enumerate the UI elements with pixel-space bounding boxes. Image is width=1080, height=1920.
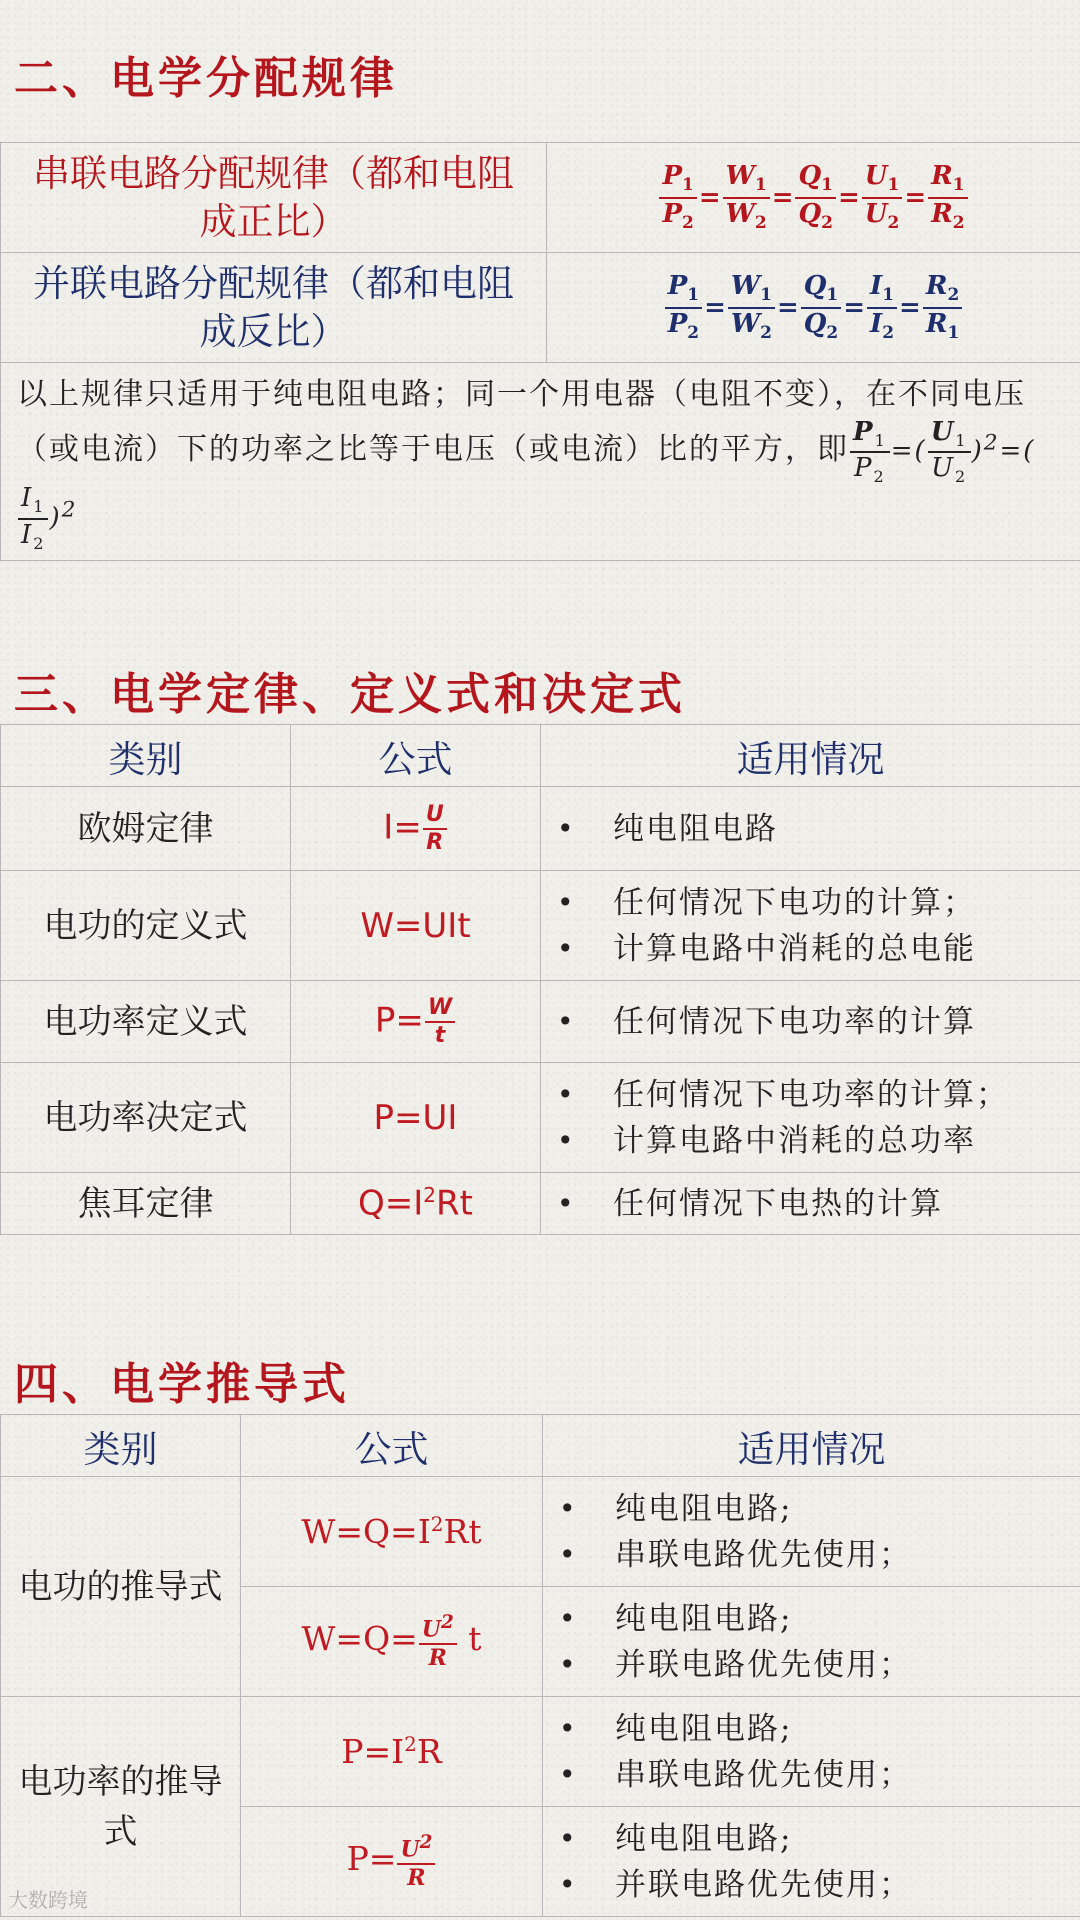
ratio-term: $\frac{U_1}{U_2}$ bbox=[862, 163, 903, 231]
derived-table bbox=[0, 1414, 1080, 1917]
usage-cell bbox=[543, 1587, 1080, 1697]
category-cell: 电功率的推导式 bbox=[1, 1697, 241, 1917]
category-cell: 欧姆定律 bbox=[1, 787, 291, 871]
usage-cell bbox=[541, 1173, 1080, 1235]
formula-cell: P= $\frac{U^2}{R}$ bbox=[241, 1807, 543, 1917]
power-ratio-formula: $\frac{P_1}{P_2}$ =( $\frac{U_1}{U_2}$ )$^2$=( $\frac{I_1}{I_2}$ )$^2$ bbox=[17, 436, 1035, 532]
ratio-term: $\frac{R_2}{R_1}$ bbox=[923, 273, 962, 341]
series-ratio-formula: $\frac{P_1}{P_2}$ = $\frac{W_1}{W_2}$ = $\frac{Q_1}{Q_2}$ = $\frac{U_1}{U_2}$ = $\frac{R_1}{R_2}$ bbox=[547, 163, 1080, 231]
formula-cell: P=UI bbox=[291, 1063, 541, 1173]
usage-list-item: • 任何情况下电功的计算； bbox=[557, 880, 1070, 926]
rule-note-text: 以上规律只适用于纯电阻电路；同一个用电器（电阻不变），在不同电压（或电流）下的功率之比等于电压（或电流）比的平方，即 bbox=[17, 377, 1026, 468]
usage-list-item: • 纯电阻电路; bbox=[559, 1486, 1070, 1532]
formula-cell: $P=I^2R$ bbox=[241, 1697, 543, 1807]
category-cell: 电功的定义式 bbox=[1, 871, 291, 981]
usage-list-item: • 任何情况下电功率的计算； bbox=[557, 1072, 1070, 1118]
table-row bbox=[1, 981, 1080, 1063]
ratio-term: $\frac{P_1}{P_2}$ bbox=[659, 163, 696, 231]
derived-header-usage: 适用情况 bbox=[543, 1415, 1080, 1477]
parallel-rule-label: 并联电路分配规律（都和电阻成反比） bbox=[1, 253, 547, 363]
rule-note-cell bbox=[1, 363, 1080, 561]
usage-list-item: • 串联电路优先使用； bbox=[559, 1752, 1070, 1798]
ratio-term: $\frac{I_1}{I_2}$ bbox=[867, 273, 897, 341]
table-row bbox=[1, 1063, 1080, 1173]
category-cell: 电功率决定式 bbox=[1, 1063, 291, 1173]
parallel-ratio-formula: $\frac{P_1}{P_2}$ = $\frac{W_1}{W_2}$ = $\frac{Q_1}{Q_2}$ = $\frac{I_1}{I_2}$ = $\frac{R_2}{R_1}$ bbox=[547, 273, 1080, 341]
derived-header-category: 类别 bbox=[1, 1415, 241, 1477]
ratio-term: $\frac{W_1}{W_2}$ bbox=[723, 163, 770, 231]
usage-cell bbox=[543, 1807, 1080, 1917]
table-row bbox=[1, 787, 1080, 871]
series-ratio-cell bbox=[547, 143, 1080, 253]
category-cell: 电功的推导式 bbox=[1, 1477, 241, 1697]
derived-header-formula: 公式 bbox=[241, 1415, 543, 1477]
ratio-term: $\frac{P_1}{P_2}$ bbox=[665, 273, 702, 341]
usage-list-item: • 纯电阻电路; bbox=[559, 1816, 1070, 1862]
category-cell: 电功率定义式 bbox=[1, 981, 291, 1063]
distribution-table bbox=[0, 142, 1080, 561]
table-row bbox=[1, 1173, 1080, 1235]
usage-cell bbox=[543, 1697, 1080, 1807]
ratio-term: $\frac{W_1}{W_2}$ bbox=[728, 273, 775, 341]
usage-list-item: • 纯电阻电路; bbox=[559, 1596, 1070, 1642]
table-row bbox=[1, 871, 1080, 981]
formula-cell: $W=Q=I^2Rt$ bbox=[241, 1477, 543, 1587]
usage-cell bbox=[543, 1477, 1080, 1587]
usage-list-item: • 计算电路中消耗的总电能 bbox=[557, 926, 1070, 972]
section4-title: 四、电学推导式 bbox=[14, 1359, 350, 1410]
usage-list-item: • 纯电阻电路; bbox=[559, 1706, 1070, 1752]
ratio-term: $\frac{Q_1}{Q_2}$ bbox=[795, 163, 836, 231]
series-rule-label: 串联电路分配规律（都和电阻成正比） bbox=[1, 143, 547, 253]
table-row bbox=[1, 1697, 1080, 1807]
formula-cell: W=Q= $\frac{U^2}{R}$ t bbox=[241, 1587, 543, 1697]
formula-cell: $Q=I^2Rt$ bbox=[291, 1173, 541, 1235]
usage-cell bbox=[541, 787, 1080, 871]
usage-cell bbox=[541, 981, 1080, 1063]
laws-header-category: 类别 bbox=[1, 725, 291, 787]
usage-list-item: • 串联电路优先使用； bbox=[559, 1532, 1070, 1578]
formula-cell: I= $\frac{U}{R}$ bbox=[291, 787, 541, 871]
usage-list-item: • 计算电路中消耗的总功率 bbox=[557, 1118, 1070, 1164]
ratio-term: $\frac{R_1}{R_2}$ bbox=[928, 163, 967, 231]
usage-cell bbox=[541, 1063, 1080, 1173]
usage-cell bbox=[541, 871, 1080, 981]
section3-title: 三、电学定律、定义式和决定式 bbox=[14, 669, 686, 720]
laws-header-usage: 适用情况 bbox=[541, 725, 1080, 787]
usage-list-item: • 任何情况下电功率的计算 bbox=[557, 999, 1070, 1045]
category-cell: 焦耳定律 bbox=[1, 1173, 291, 1235]
section2-title: 二、电学分配规律 bbox=[14, 53, 398, 104]
formula-cell: P= $\frac{W}{t}$ bbox=[291, 981, 541, 1063]
table-row bbox=[1, 1477, 1080, 1587]
usage-list-item: • 纯电阻电路 bbox=[557, 806, 1070, 852]
parallel-ratio-cell bbox=[547, 253, 1080, 363]
laws-table bbox=[0, 724, 1080, 1235]
usage-list-item: • 并联电路优先使用； bbox=[559, 1642, 1070, 1688]
usage-list-item: • 任何情况下电热的计算 bbox=[557, 1181, 1070, 1227]
ratio-term: $\frac{Q_1}{Q_2}$ bbox=[801, 273, 842, 341]
formula-cell: W=UIt bbox=[291, 871, 541, 981]
laws-header-formula: 公式 bbox=[291, 725, 541, 787]
usage-list-item: • 并联电路优先使用； bbox=[559, 1862, 1070, 1908]
watermark: 大数跨境 bbox=[8, 1888, 88, 1912]
